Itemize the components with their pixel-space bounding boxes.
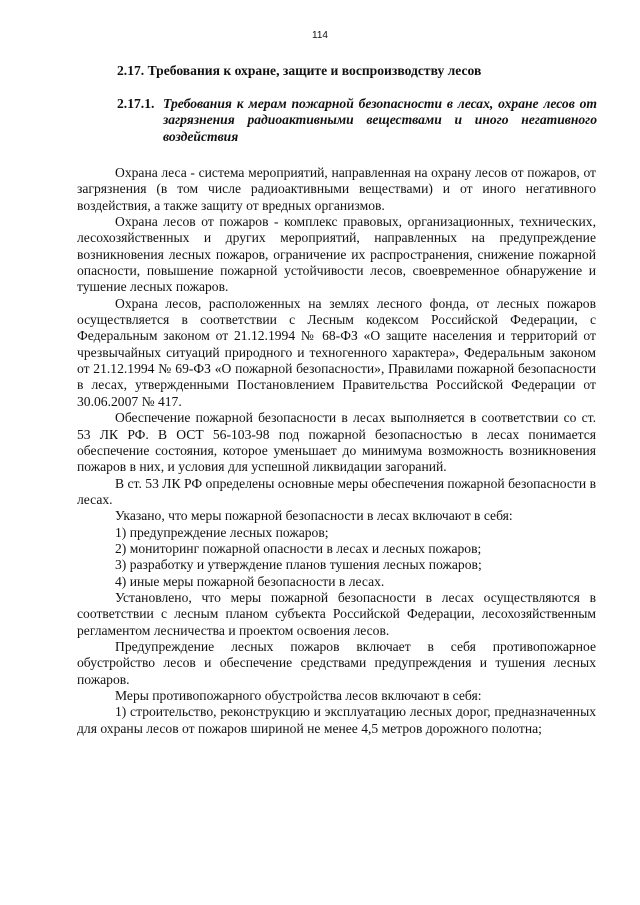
subsection-number: 2.17.1. bbox=[117, 96, 155, 111]
list-item: 3) разработку и утверждение планов тушения лесных пожаров; bbox=[115, 557, 482, 573]
paragraph: Охрана лесов от пожаров - комплекс правовых, организационных, технических, лесохозяйственных и других мероприятий, направленных на предупреждение возникновения лесных пожаров, ограничение их распространения, снижение пожарной опасности, повышение пожарной устойчивости лесов, своевременное обнаружение и тушение лесных пожаров. bbox=[77, 214, 596, 295]
list-item: 4) иные меры пожарной безопасности в лесах. bbox=[115, 573, 385, 589]
list-item: 1) предупреждение лесных пожаров; bbox=[115, 524, 329, 540]
paragraph: Установлено, что меры пожарной безопасности в лесах осуществляются в соответствии с лесным планом субъекта Российской Федерации, лесохозяйственным регламентом лесничества и проектом освоения лесов. bbox=[77, 589, 596, 638]
paragraph: Обеспечение пожарной безопасности в лесах выполняется в соответствии со ст. 53 ЛК РФ. В ОСТ 56-103-98 под пожарной безопасностью в лесах понимается обеспечение состояния, которое уменьшает до минимума возможность возникновения пожаров в них, и условия для успешной ликвидации загораний. bbox=[77, 410, 596, 475]
subsection-heading bbox=[117, 96, 597, 145]
paragraph: Меры противопожарного обустройства лесов включают в себя: bbox=[115, 688, 482, 703]
paragraph: Предупреждение лесных пожаров включает в себя противопожарное обустройство лесов и обеспечение средствами предупреждения и тушения лесных пожаров. bbox=[77, 638, 596, 687]
page-number: 114 bbox=[312, 30, 328, 41]
list-item: 1) строительство, реконструкцию и эксплуатацию лесных дорог, предназначенных для охраны лесов от пожаров шириной не менее 4,5 метров дорожного полотна; bbox=[77, 704, 596, 736]
list-item: 2) мониторинг пожарной опасности в лесах и лесных пожаров; bbox=[115, 540, 482, 556]
paragraph: Указано, что меры пожарной безопасности в лесах включают в себя: bbox=[115, 508, 513, 524]
body-text bbox=[77, 165, 596, 737]
paragraph: В ст. 53 ЛК РФ определены основные меры обеспечения пожарной безопасности в лесах. bbox=[77, 475, 596, 507]
subsection-title: Требования к мерам пожарной безопасности в лесах, охране лесов от загрязнения радиоактивными веществами и иного негативного воздействия bbox=[163, 96, 597, 144]
section-heading: 2.17. Требования к охране, защите и воспроизводству лесов bbox=[117, 63, 482, 78]
paragraph: Охрана лесов, расположенных на землях лесного фонда, от лесных пожаров осуществляется в соответствии с Лесным кодексом Российской Федерации, с Федеральным законом от 21.12.1994 № 68-ФЗ «О защите населения и территорий от чрезвычайных ситуаций природного и техногенного характера», Федеральным законом от 21.12.1994 № 69-ФЗ «О пожарной безопасности», Правилами пожарной безопасности в лесах, утвержденными Постановлением Правительства Российской Федерации от 30.06.2007 № 417. bbox=[77, 295, 596, 409]
paragraph: Охрана леса - система мероприятий, направленная на охрану лесов от пожаров, от загрязнения (в том числе радиоактивными веществами) и от иного негативного воздействия, а также защиту от вредных организмов. bbox=[77, 165, 596, 213]
